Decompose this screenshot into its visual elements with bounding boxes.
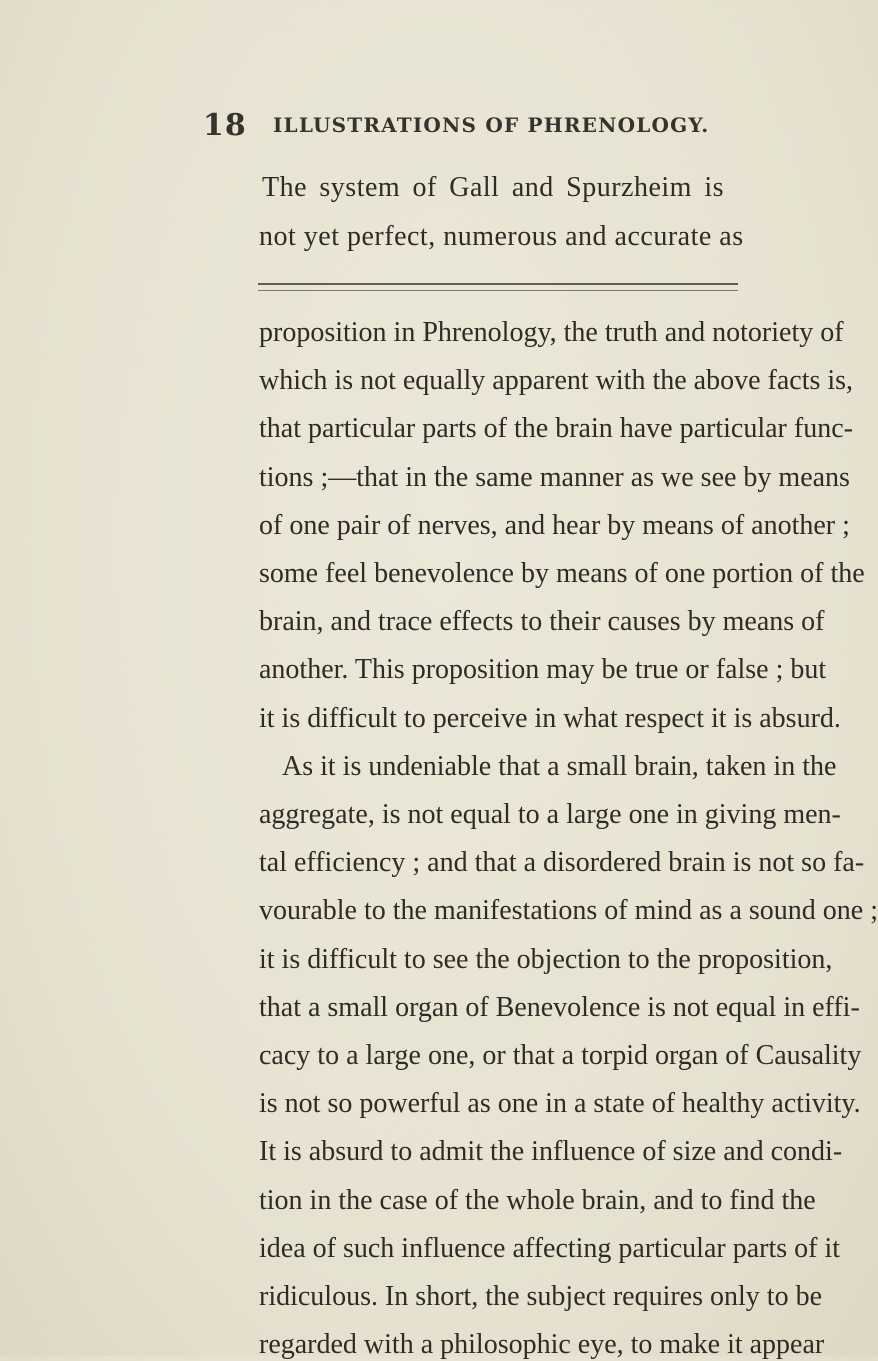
text-line: that a small organ of Benevolence is not equal in effi- — [259, 992, 860, 1023]
text-line: As it is undeniable that a small brain, taken in the — [282, 751, 837, 782]
text-line: ridiculous. In short, the subject requires only to be — [259, 1281, 822, 1312]
text-line: tion in the case of the whole brain, and to find the — [259, 1185, 816, 1216]
text-line: is not so powerful as one in a state of healthy activity. — [259, 1088, 861, 1119]
text-line: tal efficiency ; and that a disordered brain is not so fa- — [259, 847, 865, 878]
text-line: it is difficult to see the objection to the proposition, — [259, 944, 833, 975]
text-line: idea of such influence affecting particular parts of it — [259, 1233, 841, 1264]
text-line: vourable to the manifestations of mind as a sound one ; — [259, 895, 878, 926]
page-number: 18 — [203, 108, 247, 143]
text-line: cacy to a large one, or that a torpid organ of Causality — [259, 1040, 862, 1071]
text-line: it is difficult to perceive in what respect it is absurd. — [259, 703, 841, 734]
text-line: tions ;—that in the same manner as we see by means — [259, 462, 850, 493]
running-head — [203, 108, 723, 148]
header-title: ILLUSTRATIONS OF PHRENOLOGY. — [273, 113, 710, 137]
text-line: regarded with a philosophic eye, to make it appear — [259, 1329, 825, 1360]
text-line: aggregate, is not equal to a large one in giving men- — [259, 799, 841, 830]
text-line: of one pair of nerves, and hear by means of another ; — [259, 510, 850, 541]
text-line: which is not equally apparent with the above facts is, — [259, 365, 854, 396]
text-line: It is absurd to admit the influence of size and condi- — [259, 1136, 843, 1167]
intro-line: not yet perfect, numerous and accurate as — [259, 221, 744, 252]
intro-line: The system of Gall and Spurzheim is — [262, 172, 724, 203]
text-line: some feel benevolence by means of one portion of the — [259, 558, 865, 589]
text-line: another. This proposition may be true or false ; but — [259, 654, 827, 685]
text-line: that particular parts of the brain have particular func- — [259, 413, 853, 444]
section-separator-rule — [258, 283, 738, 291]
text-line: brain, and trace effects to their causes by means of — [259, 606, 825, 637]
text-line: proposition in Phrenology, the truth and notoriety of — [259, 317, 844, 348]
